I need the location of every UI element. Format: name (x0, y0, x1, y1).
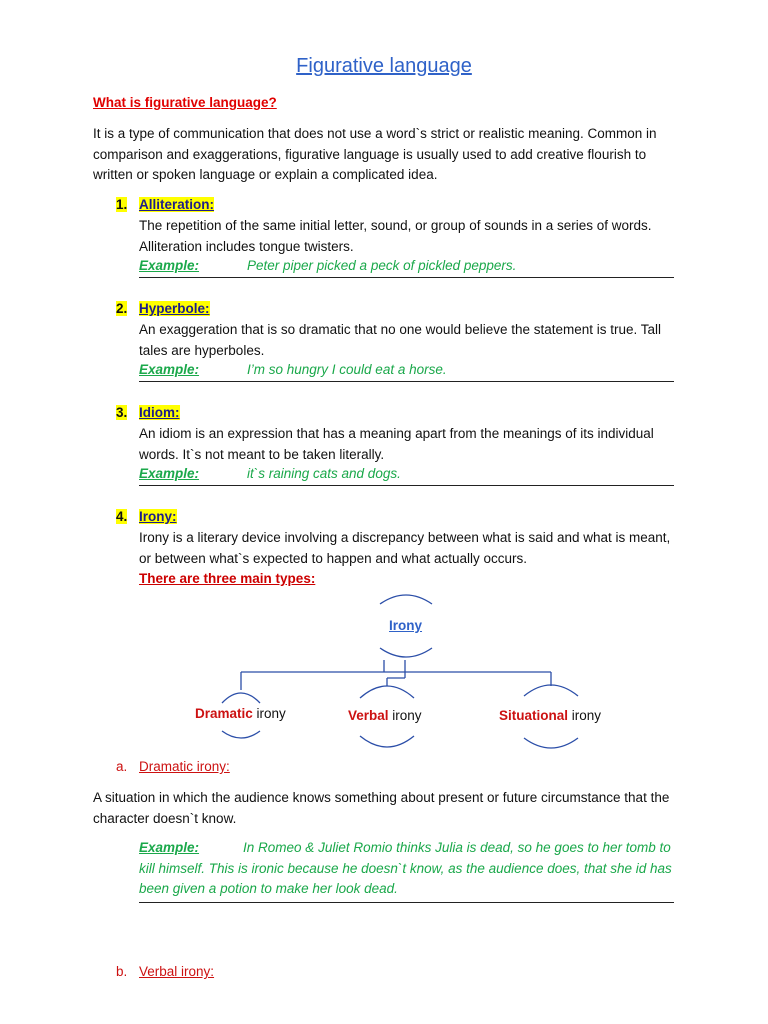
example-block (139, 838, 674, 903)
dramatic-arc-bottom (222, 731, 260, 738)
verbal-arc-bottom (360, 736, 414, 747)
example-text: I’m so hungry I could eat a horse. (247, 362, 447, 377)
item-heading: Idiom: (139, 405, 180, 420)
root-arc-bottom (380, 648, 432, 657)
node-suffix: irony (252, 706, 286, 721)
item-description: Irony is a literary device involving a discrepancy between what is said and what is meant, or between what`s expected to happen and what actually occurs. (139, 530, 671, 566)
diagram-node-situational (499, 708, 601, 723)
situational-arc-bottom (524, 738, 578, 748)
node-name: Verbal (348, 708, 389, 723)
root-arc-top (380, 595, 432, 604)
example-label: Example: (139, 362, 200, 377)
node-name: Dramatic (195, 706, 253, 721)
subsection-description: A situation in which the audience knows something about present or future circumstance that the character doesn`t know. (93, 790, 670, 826)
example-text: Peter piper picked a peck of pickled peppers. (247, 258, 517, 273)
item-description: An idiom is an expression that has a meaning apart from the meanings of its individual words. It`s not meant to be taken literally. (139, 426, 654, 462)
subsection-letter: a. (116, 759, 128, 774)
item-number: 2. (116, 301, 128, 316)
example-label: Example: (139, 258, 200, 273)
situational-arc-top (524, 685, 578, 696)
diagram-node-verbal (348, 708, 422, 723)
node-name: Situational (499, 708, 569, 723)
item-number: 1. (116, 197, 128, 212)
diagram-node-dramatic (195, 706, 286, 721)
types-heading: There are three main types: (139, 571, 316, 586)
diagram-root-label: Irony (389, 618, 423, 633)
subsection-heading-verbal: Verbal irony: (139, 964, 215, 979)
example-label: Example: (139, 466, 200, 481)
item-number: 4. (116, 509, 128, 524)
intro-paragraph: It is a type of communication that does not use a word`s strict or realistic meaning. Common in comparison and exaggerations, figurative language is usually used to add creative flourish to written or spoken language or explain a complicated idea. (93, 126, 657, 182)
item-description: An exaggeration that is so dramatic that no one would believe the statement is true. Tall tales are hyperboles. (139, 322, 662, 358)
section-question: What is figurative language? (93, 95, 277, 110)
item-heading: Irony: (139, 509, 177, 524)
dramatic-arc-top (222, 693, 260, 703)
item-number: 3. (116, 405, 128, 420)
node-suffix: irony (388, 708, 422, 723)
verbal-arc-top (360, 686, 414, 698)
item-heading: Alliteration: (139, 197, 215, 212)
subsection-heading-dramatic: Dramatic irony: (139, 759, 230, 774)
subsection-letter: b. (116, 964, 128, 979)
item-description: The repetition of the same initial letter, sound, or group of sounds in a series of words. Alliteration includes tongue twisters. (139, 218, 652, 254)
node-suffix: irony (568, 708, 602, 723)
example-text: it`s raining cats and dogs. (247, 466, 401, 481)
example-text: In Romeo & Juliet Romio thinks Julia is dead, so he goes to her tomb to kill himself. This is ironic because he doesn`t know, as the audience does, that she id has been given a potion to make her look dead. (139, 840, 672, 896)
page-title: Figurative language (296, 55, 472, 77)
example-label: Example: (139, 840, 200, 855)
item-heading: Hyperbole: (139, 301, 210, 316)
